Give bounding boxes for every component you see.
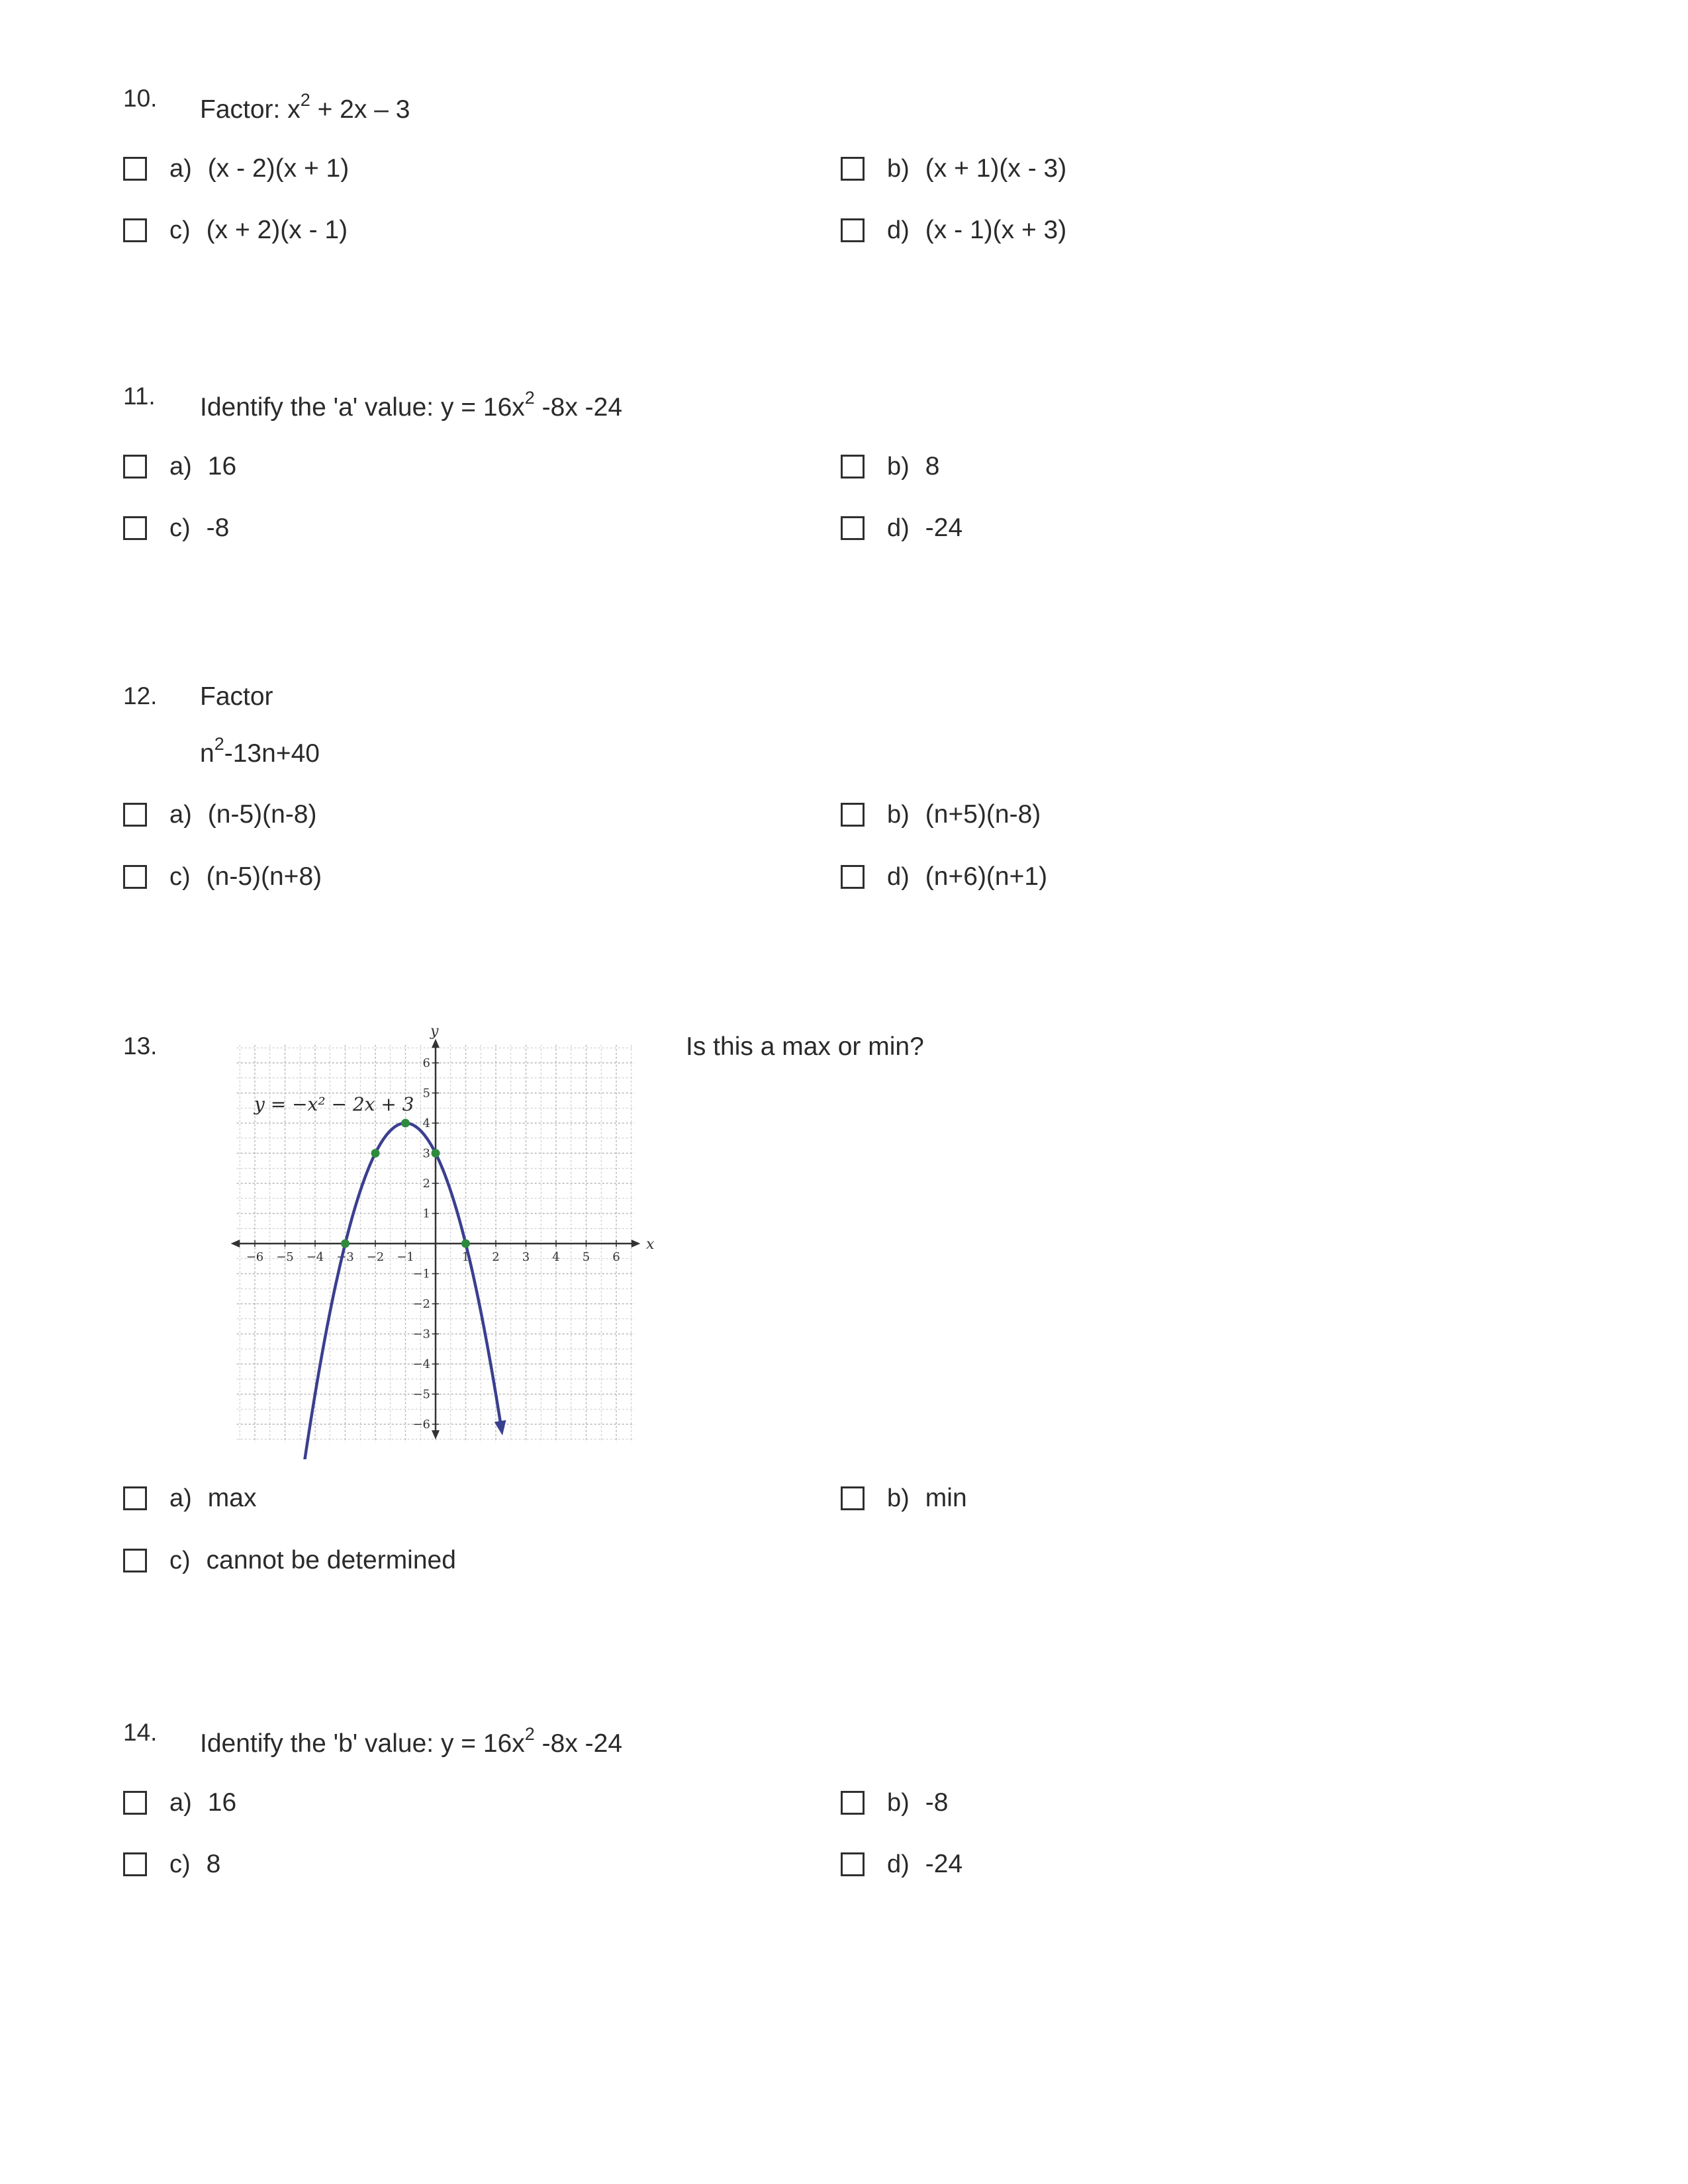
prompt-text-after: + 2x – 3	[310, 95, 410, 124]
y-tick-label: 4	[422, 1116, 430, 1130]
option-a[interactable]	[123, 1482, 256, 1515]
option-text: -24	[925, 1850, 963, 1878]
option-text: -8	[206, 514, 230, 542]
question-number: 11.	[123, 383, 156, 410]
y-tick-label: −1	[412, 1267, 430, 1281]
option-b[interactable]	[841, 450, 940, 483]
option-letter: b)	[887, 1484, 910, 1512]
option-c[interactable]	[123, 512, 229, 545]
x-tick-label: −3	[336, 1250, 354, 1264]
y-tick-label: 6	[422, 1056, 430, 1070]
x-tick-label: −4	[306, 1250, 324, 1264]
prompt-text: Identify the 'b' value: y = 16x	[200, 1729, 525, 1758]
checkbox[interactable]	[123, 865, 147, 889]
checkbox[interactable]	[841, 1486, 865, 1510]
option-text: (x - 2)(x + 1)	[207, 154, 350, 183]
question-prompt	[200, 1724, 623, 1758]
option-c[interactable]	[123, 214, 348, 247]
x-tick-label: −6	[246, 1250, 264, 1264]
question-prompt-expression	[200, 734, 320, 768]
option-text: cannot be determined	[206, 1546, 456, 1574]
option-text: (n-5)(n-8)	[207, 800, 317, 829]
option-letter: d)	[887, 514, 910, 542]
option-letter: a)	[169, 1484, 192, 1512]
x-tick-label: −5	[276, 1250, 294, 1264]
option-letter: c)	[169, 514, 191, 542]
y-tick-label: 5	[422, 1086, 430, 1101]
checkbox[interactable]	[841, 455, 865, 478]
checkbox[interactable]	[123, 1486, 147, 1510]
y-tick-label: 1	[422, 1206, 430, 1221]
question-number: 10.	[123, 85, 158, 112]
option-b[interactable]	[841, 798, 1041, 831]
checkbox[interactable]	[841, 1791, 865, 1815]
y-tick-label: −6	[412, 1418, 430, 1432]
x-tick-label: 3	[522, 1250, 530, 1264]
checkbox[interactable]	[841, 157, 865, 181]
y-tick-label: −2	[412, 1297, 430, 1311]
question-number: 12.	[123, 682, 158, 709]
prompt-text: Identify the 'a' value: y = 16x	[200, 393, 525, 422]
option-b[interactable]	[841, 152, 1066, 185]
option-d[interactable]	[841, 214, 1066, 247]
graph-point	[341, 1240, 350, 1248]
option-text: max	[207, 1484, 257, 1512]
prompt-text-after: -13n+40	[224, 739, 320, 768]
option-a[interactable]	[123, 1786, 236, 1819]
option-text: (n+5)(n-8)	[925, 800, 1041, 829]
option-text: (n-5)(n+8)	[206, 862, 322, 891]
checkbox[interactable]	[841, 803, 865, 827]
prompt-superscript: 2	[300, 90, 310, 110]
option-letter: d)	[887, 1850, 910, 1878]
graph-curve	[299, 1123, 506, 1459]
parabola-graph	[225, 1023, 662, 1459]
prompt-superscript: 2	[524, 1724, 535, 1744]
question-number: 14.	[123, 1719, 158, 1746]
checkbox[interactable]	[123, 218, 147, 242]
graph-point	[401, 1119, 410, 1128]
option-letter: c)	[169, 216, 191, 244]
option-a[interactable]	[123, 152, 349, 185]
option-text: (x + 1)(x - 3)	[925, 154, 1067, 183]
option-letter: a)	[169, 1788, 192, 1817]
option-letter: c)	[169, 1546, 191, 1574]
parabola-line	[303, 1123, 502, 1459]
y-axis-arrow-up	[432, 1039, 440, 1048]
x-axis-arrow-right	[632, 1240, 641, 1248]
option-a[interactable]	[123, 450, 236, 483]
checkbox[interactable]	[123, 1852, 147, 1876]
x-tick-label: 4	[552, 1250, 560, 1264]
option-d[interactable]	[841, 860, 1047, 893]
option-b[interactable]	[841, 1482, 967, 1515]
prompt-text: n	[200, 739, 214, 768]
x-tick-label: 2	[492, 1250, 500, 1264]
graph-point	[371, 1149, 380, 1158]
graph-point	[461, 1240, 470, 1248]
x-tick-label: 1	[461, 1250, 470, 1264]
option-letter: b)	[887, 452, 910, 480]
x-axis-label: x	[646, 1236, 655, 1253]
option-letter: a)	[169, 452, 192, 480]
checkbox[interactable]	[841, 218, 865, 242]
checkbox[interactable]	[123, 1549, 147, 1572]
option-text: (x - 1)(x + 3)	[925, 216, 1067, 244]
checkbox[interactable]	[841, 865, 865, 889]
option-text: 8	[206, 1850, 221, 1878]
option-text: (x + 2)(x - 1)	[206, 216, 348, 244]
checkbox[interactable]	[123, 516, 147, 540]
option-d[interactable]	[841, 1848, 962, 1881]
x-tick-label: 6	[612, 1250, 620, 1264]
option-text: -24	[925, 514, 963, 542]
prompt-superscript: 2	[524, 388, 535, 408]
prompt-text: Factor: x	[200, 95, 301, 124]
checkbox[interactable]	[123, 1791, 147, 1815]
checkbox[interactable]	[123, 157, 147, 181]
checkbox[interactable]	[123, 803, 147, 827]
x-tick-label: −2	[366, 1250, 385, 1264]
option-letter: a)	[169, 154, 192, 183]
option-letter: b)	[887, 1788, 910, 1817]
option-letter: a)	[169, 800, 192, 829]
y-tick-label: 2	[422, 1177, 430, 1191]
prompt-text-after: -8x -24	[534, 393, 623, 422]
y-tick-label: −5	[412, 1387, 430, 1402]
prompt-superscript: 2	[214, 734, 224, 754]
option-text: 8	[925, 452, 940, 480]
option-text: -8	[925, 1788, 949, 1817]
question-prompt	[200, 90, 410, 124]
option-letter: c)	[169, 862, 191, 891]
y-tick-label: 3	[422, 1146, 430, 1161]
y-tick-label: −4	[412, 1357, 430, 1371]
option-letter: c)	[169, 1850, 191, 1878]
y-axis-label: y	[430, 1023, 439, 1040]
option-c[interactable]	[123, 860, 322, 893]
x-tick-label: 5	[582, 1250, 590, 1264]
option-text: min	[925, 1484, 967, 1512]
question-prompt: Factor	[200, 682, 273, 711]
checkbox[interactable]	[123, 455, 147, 478]
question-prompt	[200, 390, 622, 422]
question-prompt: Is this a max or min?	[686, 1032, 924, 1061]
option-a[interactable]	[123, 798, 316, 831]
option-letter: b)	[887, 800, 910, 829]
option-letter: d)	[887, 216, 910, 244]
option-c[interactable]	[123, 1848, 220, 1881]
option-c[interactable]	[123, 1544, 456, 1577]
graph-point	[432, 1149, 440, 1158]
y-axis-arrow-down	[432, 1430, 440, 1439]
prompt-text-after: -8x -24	[534, 1729, 623, 1758]
option-text: 16	[207, 452, 237, 480]
option-letter: d)	[887, 862, 910, 891]
option-b[interactable]	[841, 1786, 948, 1819]
option-text: (n+6)(n+1)	[925, 862, 1048, 891]
checkbox[interactable]	[841, 516, 865, 540]
x-tick-label: −1	[397, 1250, 414, 1264]
x-axis-arrow-left	[231, 1240, 240, 1248]
checkbox[interactable]	[841, 1852, 865, 1876]
option-text: 16	[207, 1788, 237, 1817]
equation-label: y = −x² − 2x + 3	[254, 1093, 414, 1115]
question-number: 13.	[123, 1032, 158, 1060]
option-letter: b)	[887, 154, 910, 183]
y-tick-label: −3	[412, 1327, 430, 1342]
option-d[interactable]	[841, 512, 962, 545]
